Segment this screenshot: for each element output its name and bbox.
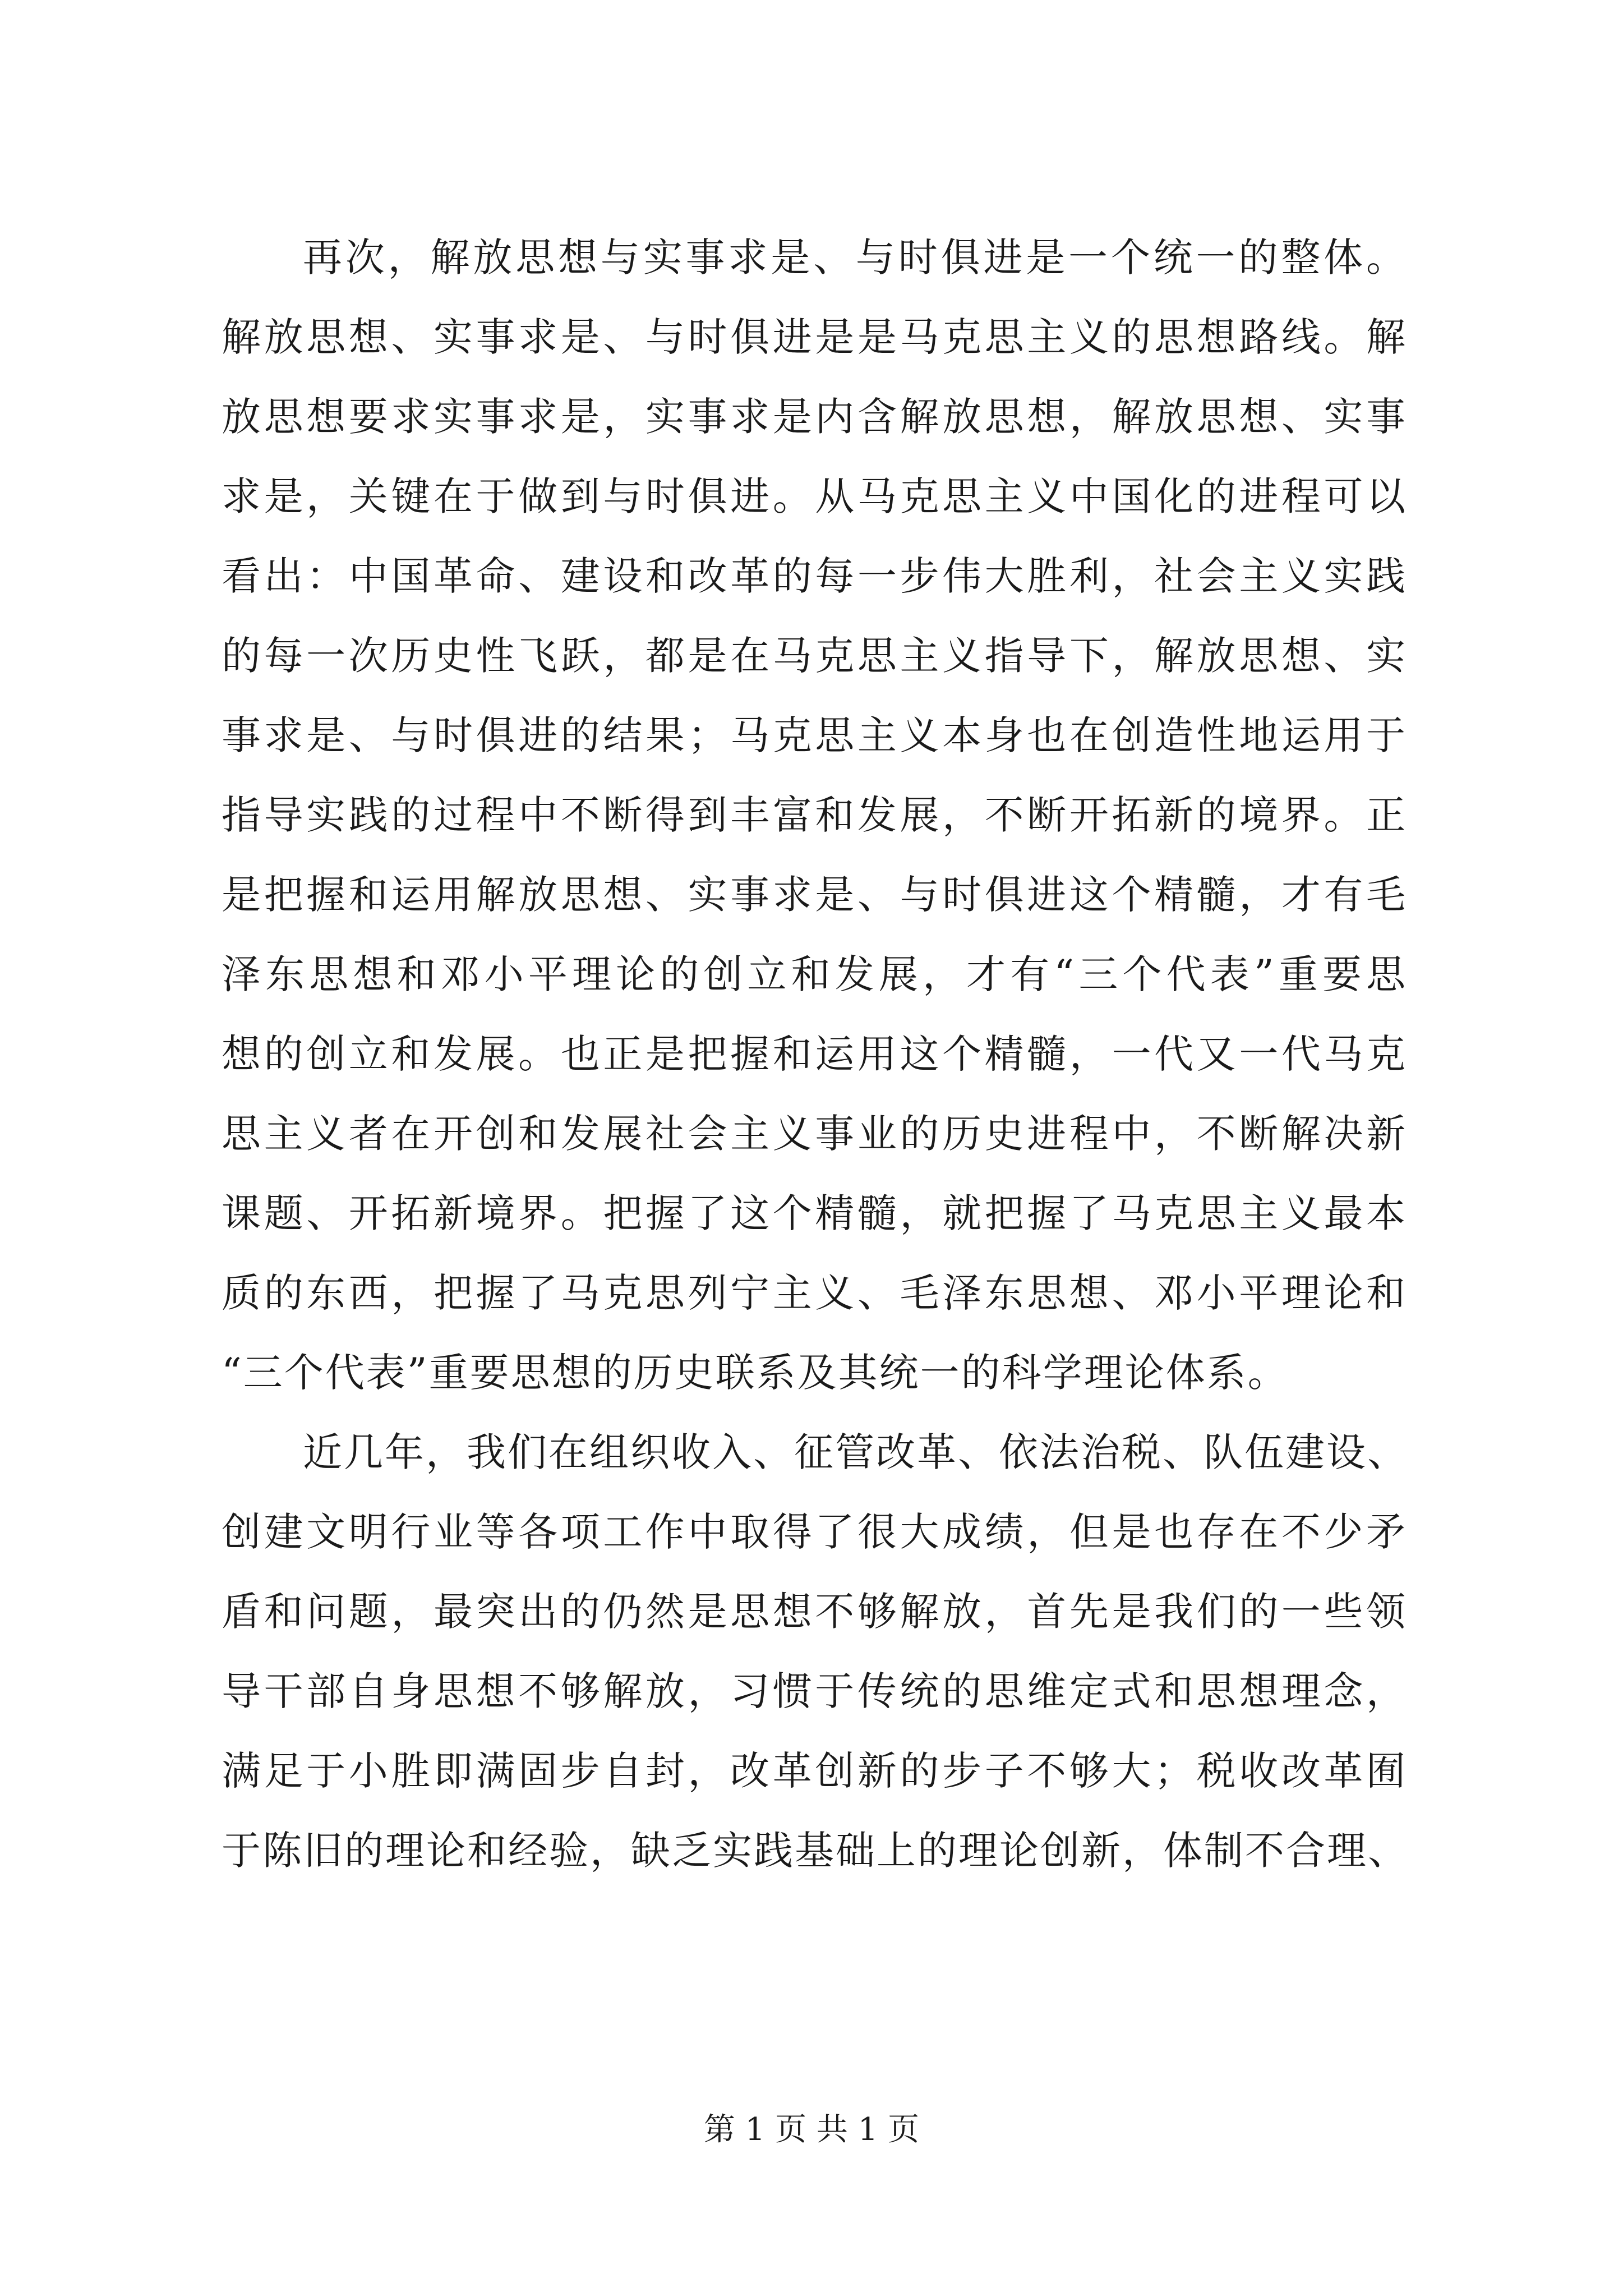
text-line: 解放思想、实事求是、与时俱进是是马克思主义的思想路线。解: [222, 314, 1407, 360]
text-line: 是把握和运用解放思想、实事求是、与时俱进这个精髓，才有毛: [222, 872, 1407, 918]
text-line: 质的东西，把握了马克思列宁主义、毛泽东思想、邓小平理论和: [222, 1270, 1407, 1316]
text-line: 再次，解放思想与实事求是、与时俱进是一个统一的整体。: [303, 234, 1407, 280]
text-line: “三个代表”重要思想的历史联系及其统一的科学理论体系。: [222, 1350, 1289, 1396]
text-line: 创建文明行业等各项工作中取得了很大成绩，但是也存在不少矛: [222, 1509, 1407, 1555]
paragraph: [222, 1412, 1407, 1890]
page-number-footer: 第 1 页 共 1 页: [703, 2111, 920, 2148]
text-line: 满足于小胜即满固步自封，改革创新的步子不够大；税收改革囿: [222, 1748, 1407, 1794]
text-line: 求是，关键在于做到与时俱进。从马克思主义中国化的进程可以: [222, 473, 1407, 519]
text-line: 盾和问题，最突出的仍然是思想不够解放，首先是我们的一些领: [222, 1589, 1407, 1635]
text-line: 于陈旧的理论和经验，缺乏实践基础上的理论创新，体制不合理、: [222, 1828, 1409, 1874]
text-line: 课题、开拓新境界。把握了这个精髓，就把握了马克思主义最本: [222, 1190, 1407, 1236]
document-body: [222, 218, 1407, 1890]
text-line: 看出：中国革命、建设和改革的每一步伟大胜利，社会主义实践: [222, 553, 1407, 599]
text-line: 事求是、与时俱进的结果；马克思主义本身也在创造性地运用于: [222, 712, 1407, 758]
text-line: 导干部自身思想不够解放，习惯于传统的思维定式和思想理念，: [222, 1668, 1407, 1714]
text-line: 泽东思想和邓小平理论的创立和发展，才有“三个代表”重要思: [222, 951, 1407, 997]
paragraph: [222, 218, 1407, 1412]
text-line: 近几年，我们在组织收入、征管改革、依法治税、队伍建设、: [303, 1429, 1408, 1475]
text-line: 的每一次历史性飞跃，都是在马克思主义指导下，解放思想、实: [222, 633, 1407, 679]
text-line: 想的创立和发展。也正是把握和运用这个精髓，一代又一代马克: [222, 1031, 1407, 1077]
text-line: 放思想要求实事求是，实事求是内含解放思想，解放思想、实事: [222, 394, 1407, 440]
text-line: 思主义者在开创和发展社会主义事业的历史进程中，不断解决新: [222, 1111, 1407, 1157]
text-line: 指导实践的过程中不断得到丰富和发展，不断开拓新的境界。正: [222, 792, 1407, 838]
